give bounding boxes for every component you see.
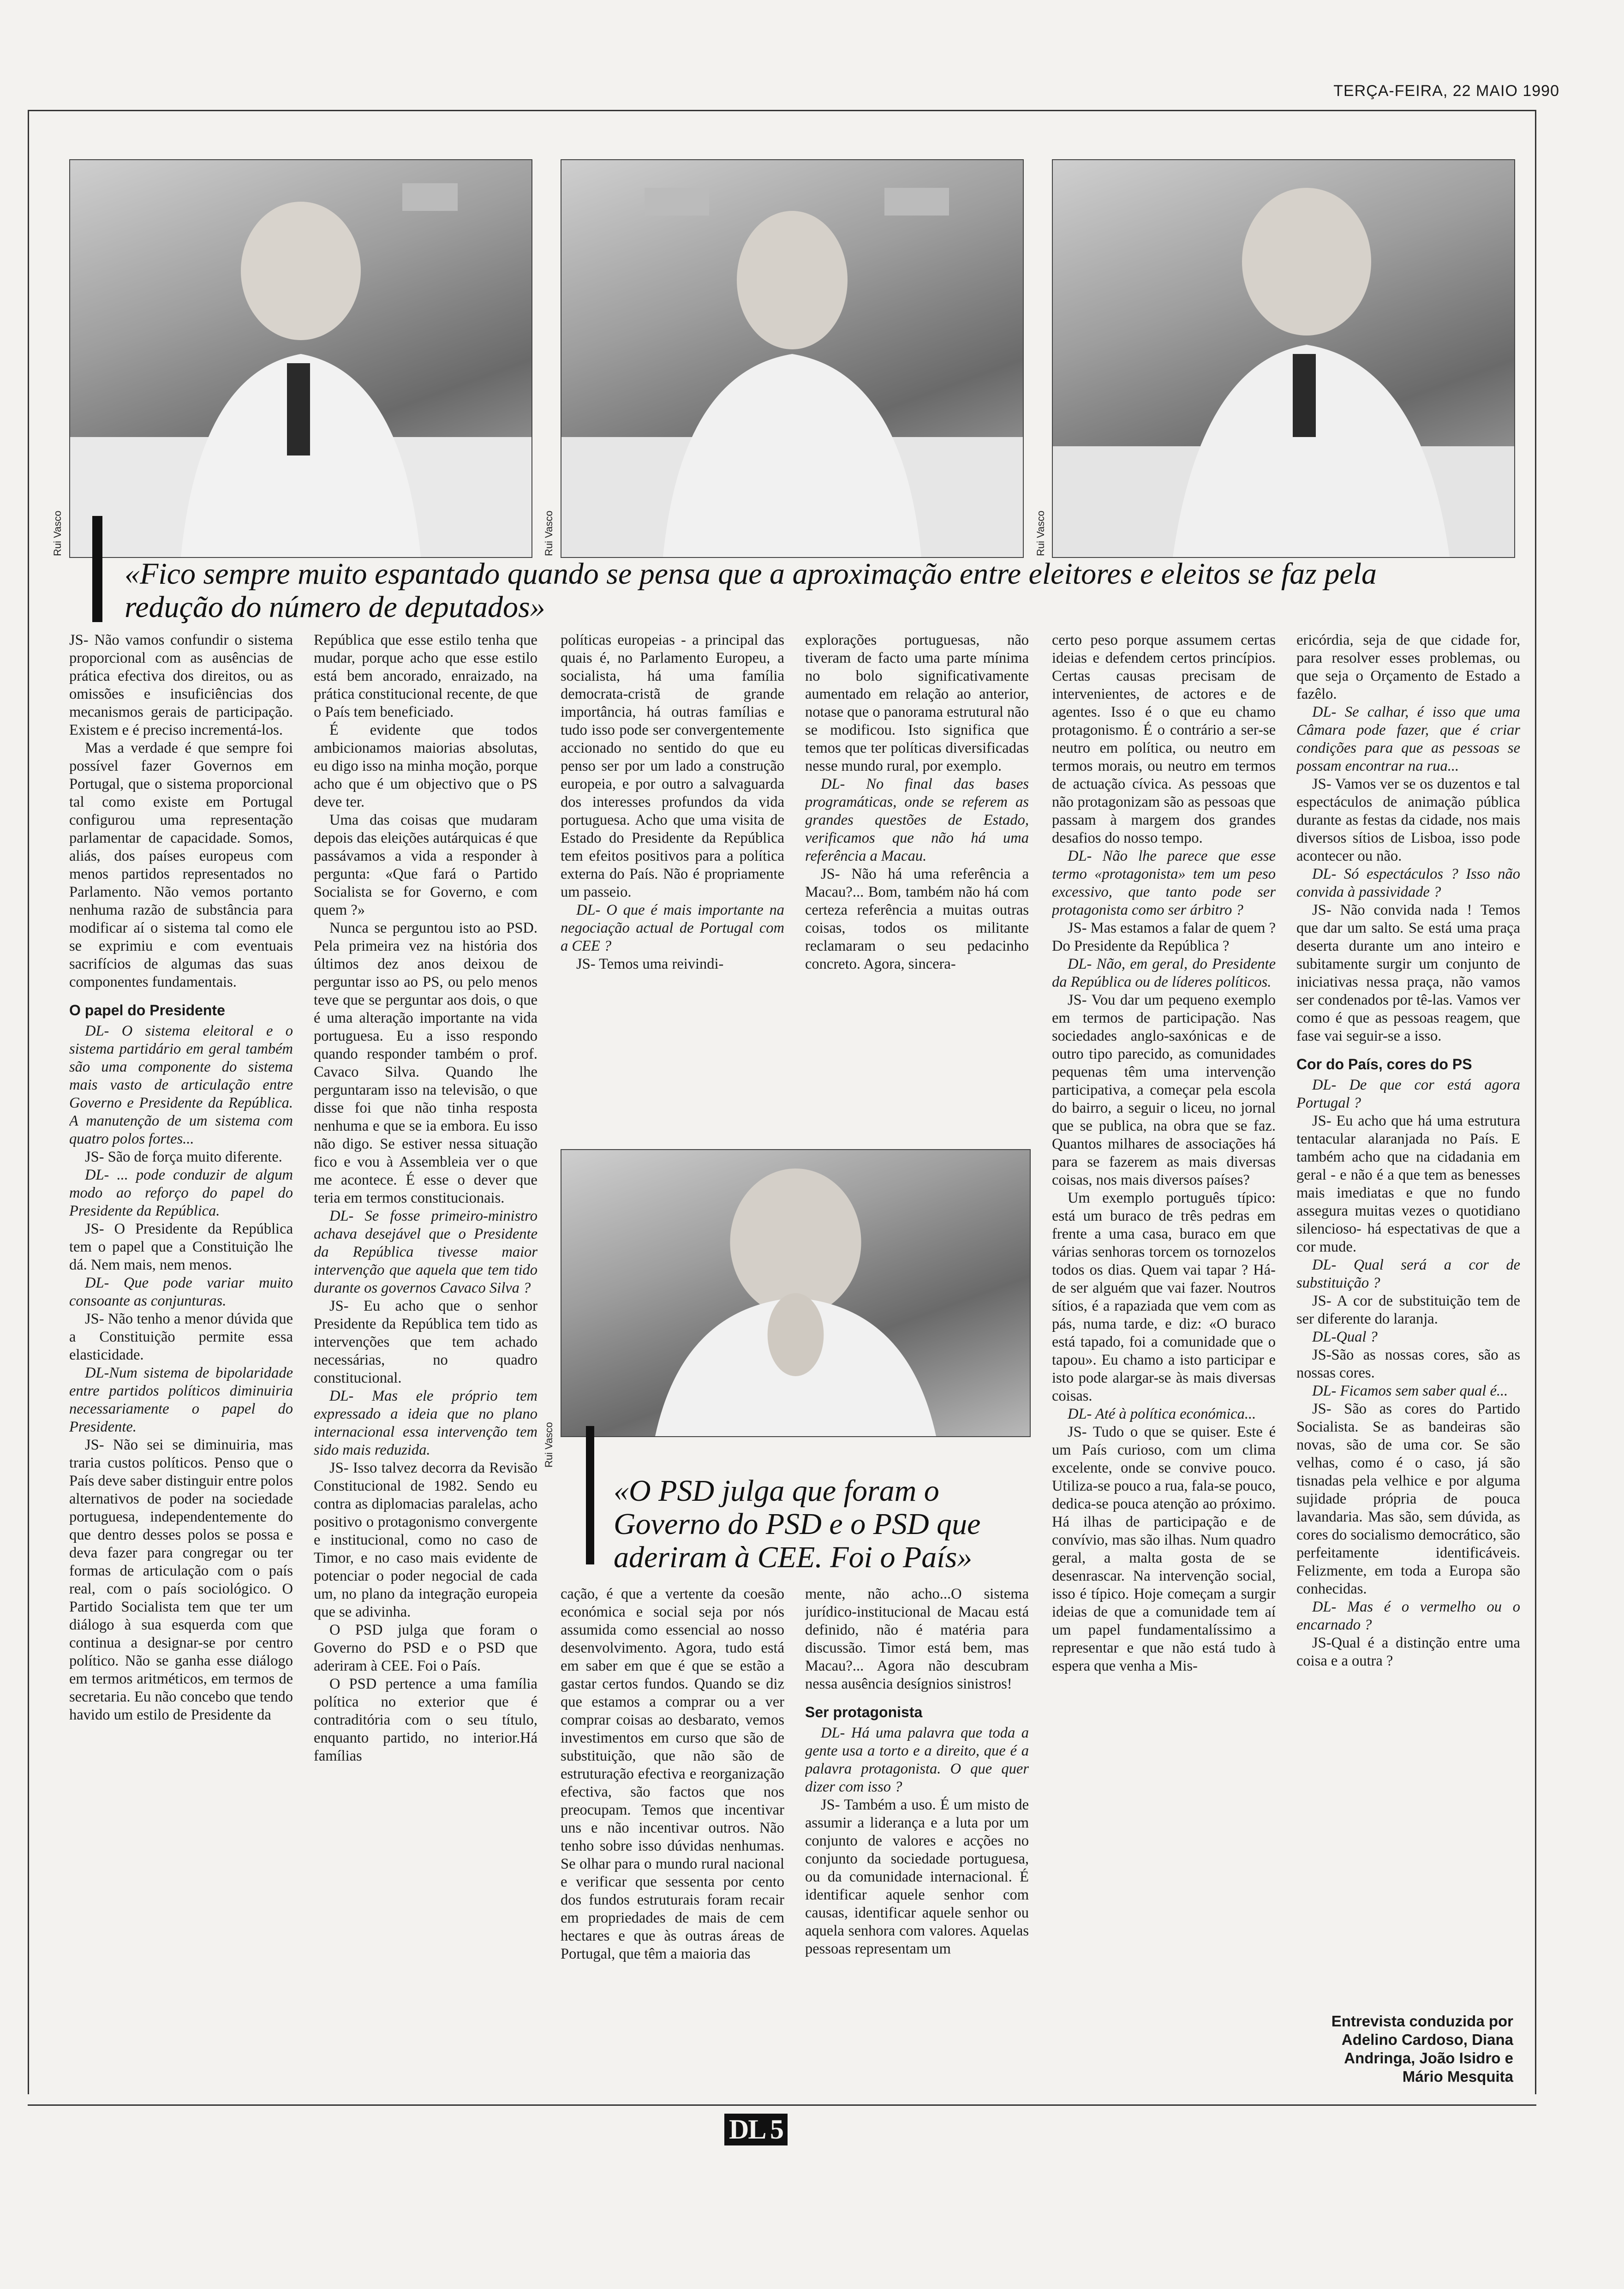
photo-credit: Rui Vasco <box>543 1422 555 1468</box>
answer: JS- Não convida nada ! Temos que dar um salto. Se está uma praça deserta durante um ano inteiro e subitamente surgir um conjunto de iniciativas nessa praça, não vamos ser condenados por tê-las. Vamos ver como é que as pessoas reagem, que fase vai seguir-se a isso. <box>1296 902 1520 1044</box>
question: DL- Não lhe parece que esse termo «protagonista» tem um peso excessivo, que tanto pode ser protagonista como ser árbitro ? <box>1052 848 1276 918</box>
answer: JS- O Presidente da República tem o papel que a Constituição lhe dá. Nem mais, nem menos. <box>69 1221 293 1273</box>
question: DL- Qual será a cor de substituição ? <box>1296 1257 1520 1291</box>
question: DL- Que pode variar muito consoante as conjunturas. <box>69 1275 293 1309</box>
pullquote-middle: «O PSD julga que foram o Governo do PSD e o PSD que aderiram à CEE. Foi o País» <box>614 1474 981 1574</box>
article-column-3-top <box>561 631 784 1167</box>
answer: JS- Isso talvez decorra da Revisão Constitucional de 1982. Sendo eu contra as diplomacias paralelas, acho positivo o protagonismo convergente e institucional, como no caso de Timor, e no caso mais evidente de potenciar o poder negocial de cada um, no plano da integração europeia que se adivinha. <box>314 1460 537 1620</box>
question: DL- Não, em geral, do Presidente da República ou de líderes políticos. <box>1052 956 1276 990</box>
right-border <box>1535 110 1536 2094</box>
paragraph: certo peso porque assumem certas ideias e defendem certos princípios. Certas causas precisam de intervenientes, de actores e de agentes. Isso é o que eu chamo protagonismo. É o contrário a ser-se neutro em política, ou neutro em termos morais, ou neutro em termos de actuação cívica. As pessoas que não protagonizam são as pessoas que passam à margem dos grandes desafios do nosso tempo. <box>1052 632 1276 846</box>
question: DL- Há uma palavra que toda a gente usa a torto e a direito, que é a palavra protagonista. O que quer dizer com isso ? <box>805 1725 1029 1795</box>
pullquote-bar <box>586 1426 594 1564</box>
paragraph: JS- Não vamos confundir o sistema proporcional com as ausências de prática efectiva dos direitos, ou as omissões e insuficiências dos mecanismos gerais de participação. Existem e é preciso incrementá-los. <box>69 632 293 738</box>
answer: JS- Não sei se diminuiria, mas traria custos políticos. Penso que o País deve saber distinguir entre polos alternativos de poder na sociedade portuguesa, independentemente do que dentro desses polos se possa e deva fazer para congregar ou ter formas de articulação com o país real, com o país sociológico. O Partido Socialista tem que ter um diálogo à sua esquerda com que continua a designar-se por centro político. Não se ganha esse diálogo em termos aritméticos, em termos de secretaria. Eu não concebo que tendo havido um estilo de Presidente da <box>69 1437 293 1723</box>
question: DL- ... pode conduzir de algum modo ao reforço do papel do Presidente da República. <box>69 1167 293 1219</box>
question: DL- Mas é o vermelho ou o encarnado ? <box>1296 1599 1520 1633</box>
article-column-1 <box>69 631 293 2048</box>
interview-byline: Entrevista conduzida por Adelino Cardoso, Diana Andringa, João Isidro e Mário Mesquita <box>1331 2013 1513 2085</box>
pullquote-bar <box>92 516 102 622</box>
top-rule <box>28 110 1536 111</box>
answer: JS- Não tenho a menor dúvida que a Constituição permite essa elasticidade. <box>69 1311 293 1363</box>
answer: JS- Vamos ver se os duzentos e tal espectáculos de animação pública durante as festas da cidade, nos mais diversos sítios de Lisboa, isso pode acontecer ou não. <box>1296 776 1520 864</box>
subheading-protagonista: Ser protagonista <box>805 1704 923 1720</box>
photo-hands-clasped <box>561 1149 1031 1437</box>
answer: JS- Temos uma reivindi- <box>576 956 724 972</box>
subheading-presidente: O papel do Presidente <box>69 1002 225 1019</box>
page-folio: DL 5 <box>724 2114 788 2145</box>
question: DL- Mas ele próprio tem expressado a ideia que no plano internacional essa intervenção tem sido mais reduzida. <box>314 1388 537 1458</box>
photo-laughing <box>69 159 532 558</box>
photo-credit: Rui Vasco <box>52 510 63 556</box>
portrait-figure <box>561 160 1023 557</box>
photo-credit: Rui Vasco <box>543 510 555 556</box>
answer: JS- Vou dar um pequeno exemplo em termos de participação. Nas sociedades anglo-saxónicas e de outro tipo parecido, as comunidades pequenas têm uma intervenção participativa, a começar pela escola do bairro, a seguir o liceu, no jornal que se publica, na obra que se faz. Quantos milhares de associações há para se fazerem as mais diversas coisas, nos mais diversos países? <box>1052 992 1276 1188</box>
paragraph: políticas europeias - a principal das quais é, no Parlamento Europeu, a socialista, há uma família democrata-cristã de grande importância, há outras famílias e tudo isso pode ser convergentemente accionado no sentido do que eu penso ser por um lado a construção europeia, e por outro a salvaguarda dos interesses profundos da vida portuguesa. Acho que uma visita de Estado do Presidente da República tem efeitos positivos para a política externa do País. Não é propriamente um passeio. <box>561 632 784 900</box>
pullquote-top: «Fico sempre muito espantado quando se pensa que a aproximação entre eleitores e eleitos se faz pela redução do número de deputados» <box>125 557 1377 624</box>
paragraph: explorações portuguesas, não tiveram de facto uma parte mínima no bolo significativamente aumentado em relação ao anterior, notase que o panorama estrutural não se modificou. Isto significa que temos que ter políticas diversificadas nesse mundo rural, por exemplo. <box>805 632 1029 774</box>
photo-writing <box>1052 159 1515 558</box>
article-column-2 <box>314 631 537 2048</box>
question: DL- Ficamos sem saber qual é... <box>1312 1383 1508 1399</box>
answer: JS-Qual é a distinção entre uma coisa e a outra ? <box>1296 1635 1520 1669</box>
paragraph: cação, é que a vertente da coesão económica e social seja por nós assumida como essencial ao nosso desenvolvimento. Agora, tudo está em saber em que é que se estão a gastar certos fundos. Quando se diz que estamos a comprar ou a ver comprar coisas ao desbarato, vemos investimentos em curso que são de substituição, que não são de estruturação efectiva e reorganização efectiva, são factos que nos preocupam. Temos que incentivar uns e não incentivar outros. Não tenho sobre isso dúvidas nenhumas. Se olhar para o mundo rural nacional e verificar que sessenta por cento dos fundos estruturais foram recair em propriedades de mais de cem hectares e que às outras áreas de Portugal, que têm a maioria das <box>561 1586 784 1962</box>
photo-credit: Rui Vasco <box>1035 510 1046 556</box>
page-date: TERÇA-FEIRA, 22 MAIO 1990 <box>1333 82 1559 100</box>
paragraph: ericórdia, seja de que cidade for, para resolver esses problemas, ou que seja o Orçamento de Estado a fazêlo. <box>1296 632 1520 702</box>
article-column-5 <box>1052 631 1276 2048</box>
paragraph: O PSD pertence a uma família política no exterior que é contraditória com o seu título, enquanto partido, no interior.Há famílias <box>314 1676 537 1764</box>
article-column-4-bottom <box>805 1585 1029 2049</box>
answer: JS- Mas estamos a falar de quem ? Do Presidente da República ? <box>1052 920 1276 954</box>
article-column-4-top <box>805 631 1029 1167</box>
question: DL- Se calhar, é isso que uma Câmara pode fazer, que é criar condições para que as pessoas se possam encontrar na rua... <box>1296 704 1520 774</box>
article-column-6 <box>1296 631 1520 1997</box>
paragraph: Um exemplo português típico: está um buraco de três pedras em frente a uma casa, buraco em que várias senhoras torcem os tornozelos todos os dias. Quem vai tapar ? Há-de ser alguém que vai fazer. Noutros sítios, é a rapaziada que vem com as pás, numa tarde, e diz: «O buraco está tapado, foi a comunidade que o tapou». Eu chamo a isto participar e isto pode alargar-se às mais diversas coisas. <box>1052 1190 1276 1404</box>
paragraph: Uma das coisas que mudaram depois das eleições autárquicas é que passávamos a vida a responder à pergunta: «Que fará o Partido Socialista se for Governo, e com quem ?» <box>314 812 537 918</box>
question: DL- De que cor está agora Portugal ? <box>1296 1077 1520 1111</box>
answer: JS- A cor de substituição tem de ser diferente do laranja. <box>1296 1293 1520 1327</box>
question: DL- O que é mais importante na negociação actual de Portugal com a CEE ? <box>561 902 784 954</box>
answer: JS- Também a uso. É um misto de assumir a liderança e a luta por um conjunto de valores e acções no conjunto da sociedade portuguesa, ou da comunidade internacional. É identificar aquele senhor com causas, identificar aquele senhor ou aquela senhora com valores. Aquelas pessoas representam um <box>805 1797 1029 1957</box>
paragraph: Mas a verdade é que sempre foi possível fazer Governos em Portugal, que o sistema proporcional tal como existe em Portugal configurou uma representação parlamentar de capacidade. Somos, aliás, dos países europeus com menos partidos representados no Parlamento. Não vemos portanto nenhuma razão de substância para modificar aí o sistema tal como ele se exprimiu e com eventuais sacrifícios de algumas das suas componentes fundamentais. <box>69 740 293 990</box>
answer: JS- Não há uma referência a Macau?... Bom, também não há com certeza referência a muitas outras coisas, todos os militante reclamaram o seu pedacinho concreto. Agora, sincera- <box>805 866 1029 972</box>
paragraph: É evidente que todos ambicionamos maiorias absolutas, eu digo isso na minha moção, porque acho que é um objectivo que o PS deve ter. <box>314 722 537 810</box>
paragraph: Nunca se perguntou isto ao PSD. Pela primeira vez na história dos últimos dez anos deixou de perguntar isso ao PS, ou pelo menos teve que se perguntar aos dois, o que é uma alteração importante na vida portuguesa. Eu a isso respondo quando responder também o prof. Cavaco Silva. Quando lhe perguntaram isso na televisão, o que disse foi que não tinha resposta nenhuma e que se ia embora. Eu isso não digo. Se estiver nessa situação fico e vou à Assembleia ver o que me acontece. É esse o dever que teria em termos constitucionais. <box>314 920 537 1206</box>
bottom-rule <box>28 2104 1536 2106</box>
paragraph: O PSD julga que foram o Governo do PSD e o PSD que aderiram à CEE. Foi o País. <box>314 1622 537 1674</box>
question: DL- Se fosse primeiro-ministro achava desejável que o Presidente da República tivesse maior intervenção que aquela que tem tido durante os governos Cavaco Silva ? <box>314 1208 537 1296</box>
portrait-figure <box>561 1150 1030 1436</box>
answer: JS- São as cores do Partido Socialista. Se as bandeiras são novas, são de uma cor. Se são velhas, como é o caso, já são tisnadas pela velhice e por alguma sujidade própria de pouca lavandaria. Mas são, sem dúvida, as cores do socialismo democrático, são perfeitamente identificáveis. Felizmente, em toda a Europa são conhecidas. <box>1296 1401 1520 1597</box>
question: DL- Até à política económica... <box>1068 1406 1256 1422</box>
question: DL-Num sistema de bipolaridade entre partidos políticos diminuiria necessariamente o papel do Presidente. <box>69 1365 293 1435</box>
subheading-cores: Cor do País, cores do PS <box>1296 1056 1472 1073</box>
paragraph: República que esse estilo tenha que mudar, porque acho que esse estilo está bem ancorado, enraizado, na prática constitucional recente, de que o País tem beneficiado. <box>314 632 537 720</box>
paragraph: mente, não acho...O sistema jurídico-institucional de Macau está definido, não é matéria para discussão. Timor está bem, mas Macau?... Agora não descubram nessa ausência desígnios sinistros! <box>805 1586 1029 1692</box>
answer: JS- São de força muito diferente. <box>85 1149 282 1165</box>
left-border <box>28 110 29 2094</box>
answer: JS-São as nossas cores, são as nossas cores. <box>1296 1347 1520 1381</box>
answer: JS- Tudo o que se quiser. Este é um País curioso, com um clima excelente, onde se convive pouco. Utiliza-se pouco a rua, fala-se pouco, dedica-se pouca atenção ao próximo. Há ilhas de participação e de convívio, mas são ilhas. Num quadro geral, a malta gosta de se desenrascar. Na intervenção social, isso é típico. Hoje começam a surgir ideias de que a comunidade tem aí um papel fundamentalíssimo a representar e que não está tudo à espera que venha a Mis- <box>1052 1424 1276 1674</box>
article-column-3-bottom <box>561 1585 784 2049</box>
photo-lighting-cigarette <box>561 159 1024 558</box>
answer: JS- Eu acho que há uma estrutura tentacular alaranjada no País. E também acho que na cidadania em geral - e não é a que tem as benesses mais imediatas e que no fundo assegura muitas vezes o quotidiano silencioso- há espectativas de que a cor mude. <box>1296 1113 1520 1255</box>
question: DL- Só espectáculos ? Isso não convida à passividade ? <box>1296 866 1520 900</box>
portrait-figure <box>1053 160 1514 557</box>
question: DL- No final das bases programáticas, onde se referem as grandes questões de Estado, verificamos que não há uma referência a Macau. <box>805 776 1029 864</box>
portrait-figure <box>70 160 531 557</box>
answer: JS- Eu acho que o senhor Presidente da República tem tido as intervenções que tem achado necessárias, no quadro constitucional. <box>314 1298 537 1386</box>
question: DL- O sistema eleitoral e o sistema partidário em geral também são uma componente do sistema mais vasto de articulação entre Governo e Presidente da República. A manutenção de um sistema com quatro polos fortes... <box>69 1023 293 1147</box>
question: DL-Qual ? <box>1312 1329 1378 1345</box>
